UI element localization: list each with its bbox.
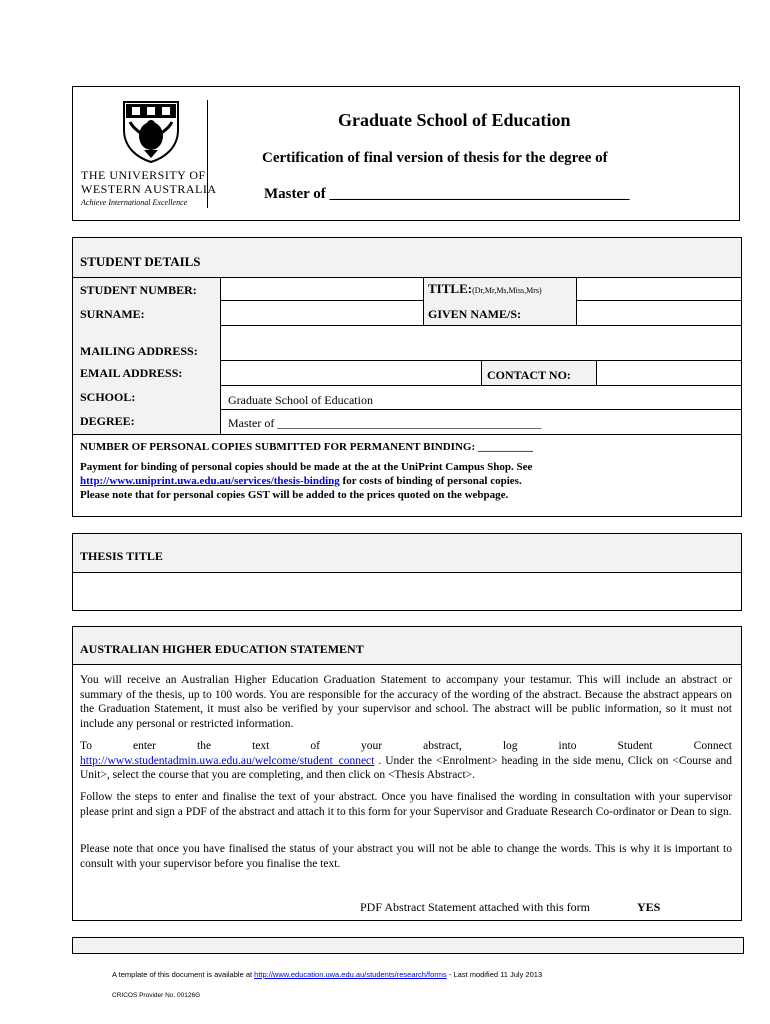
title-field[interactable] [576,277,742,301]
student-number-label: STUDENT NUMBER: [80,283,197,297]
ahe-heading: AUSTRALIAN HIGHER EDUCATION STATEMENT [80,642,364,656]
thesis-title-field[interactable] [72,572,742,611]
page-title: Graduate School of Education [338,110,571,130]
master-of-line: Master of ________________________________________ [264,186,630,202]
uniprint-link[interactable]: http://www.uniprint.uwa.edu.au/services/thesis-binding [80,475,340,487]
given-name-label: GIVEN NAME/S: [428,307,522,321]
ahe-para2-start: To enter the text of your abstract, log into Student Connect [80,740,732,752]
contact-no-label: CONTACT NO: [487,368,571,382]
forms-link[interactable]: http://www.education.uwa.edu.au/students/research/forms [254,970,447,979]
ahe-para2-rest: . Under the <Enrolment> heading in the side menu, Click on <Course and Unit>, select the course that you are completing, and then click on <Thesis Abstract>. [80,754,732,781]
degree-label: DEGREE: [80,414,135,428]
university-crest-icon [120,100,182,164]
email-address-field[interactable] [220,360,482,386]
signature-strip [72,937,744,954]
ahe-para1: You will receive an Australian Higher Education Graduation Statement to accompany your testamur. This will include an abstract or summary of the thesis, up to 100 words. You are responsible for the accuracy of the wording of the abstract. Because the abstract appears on the Graduation Statement, it must also be verified by your supervisor and school. The abstract will be public information, so it must not include any personal or restricted information. [80,674,732,730]
title-label [428,281,542,297]
student-number-field[interactable] [220,277,424,301]
surname-label: SURNAME: [80,307,145,321]
pdf-attached-label: PDF Abstract Statement attached with this form [360,900,590,914]
pdf-attached-value: YES [637,900,661,914]
surname-field[interactable] [220,300,424,326]
footer-template-line [112,970,542,979]
thesis-title-heading: THESIS TITLE [80,549,163,563]
contact-no-field[interactable] [596,360,742,386]
school-label: SCHOOL: [80,390,136,404]
mailing-address-field[interactable] [220,325,742,361]
title-options: (Dr,Mr,Ms,Miss,Mrs) [472,286,542,295]
ahe-para3: Follow the steps to enter and finalise the text of your abstract. Once you have finalised the wording in consultation with your supervisor please print and sign a PDF of the abstract and attach it to this form for your Supervisor and Graduate Research Co-ordinator or Dean to sign. [80,791,732,818]
payment-line2 [80,475,522,487]
page-subtitle: Certification of final version of thesis for the degree of [262,150,608,166]
school-value: Graduate School of Education [228,393,373,407]
student-connect-link[interactable]: http://www.studentadmin.uwa.edu.au/welcome/student_connect [80,754,375,767]
copies-line: NUMBER OF PERSONAL COPIES SUBMITTED FOR PERMANENT BINDING: __________ [80,441,533,453]
logo-motto: Achieve International Excellence [81,198,188,207]
ahe-para4: Please note that once you have finalised the status of your abstract you will not be able to change the words. This is why it is important to consult with your supervisor before you finalise the text. [80,843,732,870]
footer-modified-text: - Last modified 11 July 2013 [446,970,543,979]
email-address-label: EMAIL ADDRESS: [80,366,183,380]
payment-line3: Please note that for personal copies GST will be added to the prices quoted on the webpage. [80,489,509,501]
degree-value: Master of ____________________________________________ [228,416,542,430]
student-details-heading: STUDENT DETAILS [80,254,201,269]
title-label-text: TITLE: [428,281,473,296]
logo-university-name: THE UNIVERSITY OF [81,168,206,182]
ahe-para2 [80,739,732,783]
ahe-para2-rest-wrap [80,754,732,783]
payment-line1: Payment for binding of personal copies should be made at the at the UniPrint Campus Shop. See [80,461,533,473]
footer-template-text: A template of this document is available at [112,970,255,979]
cricos-provider: CRICOS Provider No. 00126G [112,992,201,999]
logo-university-name-line2: WESTERN AUSTRALIA [81,182,217,196]
given-name-field[interactable] [576,300,742,326]
payment-line2-rest: for costs of binding of personal copies. [339,475,522,487]
mailing-address-label: MAILING ADDRESS: [80,344,198,358]
